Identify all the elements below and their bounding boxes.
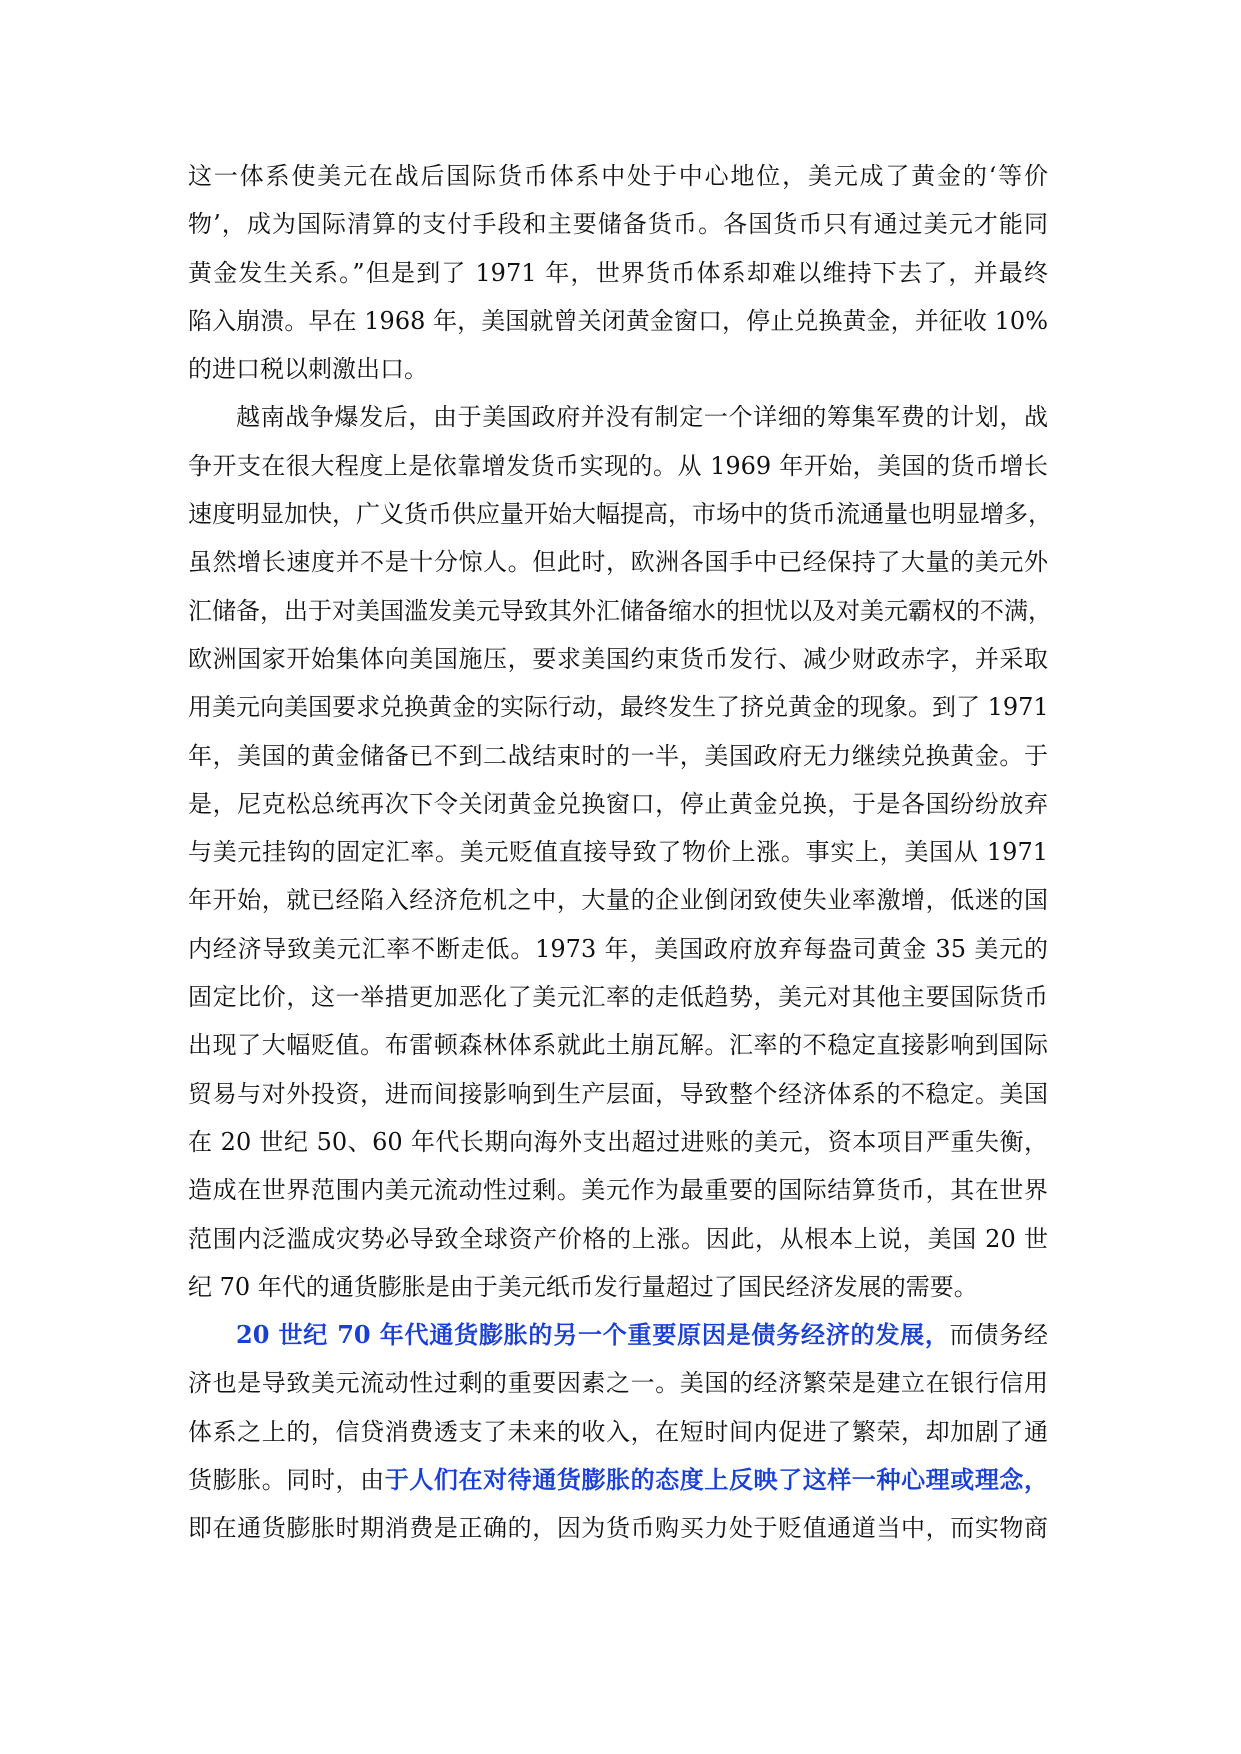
text-line [188, 442, 1048, 490]
line-text: 陷入崩溃。早在 1968 年，美国就曾关闭黄金窗口，停止兑换黄金，并征收 10% [188, 306, 1048, 335]
text-line [188, 732, 1048, 780]
text-line [188, 1166, 1048, 1214]
line-text: 年，美国的黄金储备已不到二战结束时的一半，美国政府无力继续兑换黄金。于 [188, 741, 1048, 770]
line-text: 贸易与对外投资，进而间接影响到生产层面，导致整个经济体系的不稳定。美国 [188, 1079, 1048, 1108]
text-line [188, 152, 1048, 200]
text-line [188, 635, 1048, 683]
text-line [188, 490, 1052, 538]
highlighted-text: 于人们在对待通货膨胀的态度上反映了这样一种心理或理念， [384, 1465, 1049, 1495]
line-text: 固定比价，这一举措更加恶化了美元汇率的走低趋势，美元对其他主要国际货币 [188, 983, 1048, 1012]
text-line [188, 1359, 1048, 1407]
text-line [188, 828, 1048, 876]
text-line [188, 249, 1048, 297]
highlighted-text: 20 世纪 70 年代通货膨胀的另一个重要原因是债务经济的发展， [236, 1320, 950, 1350]
body-text [188, 152, 1052, 1553]
line-text: 欧洲国家开始集体向美国施压，要求美国约束货币发行、减少财政赤字，并采取 [188, 644, 1048, 673]
line-text: 用美元向美国要求兑换黄金的实际行动，最终发生了挤兑黄金的现象。到了 1971 [188, 693, 1049, 722]
line-text: 争开支在很大程度上是依靠增发货币实现的。从 1969 年开始，美国的货币增长 [188, 451, 1048, 480]
paragraph-first-line [188, 1311, 1048, 1359]
text-line [188, 780, 1048, 828]
line-text: 与美元挂钩的固定汇率。美元贬值直接导致了物价上涨。事实上，美国从 1971 [188, 838, 1048, 867]
text-line [188, 1070, 1048, 1118]
paragraph-first-line [188, 393, 1048, 441]
line-text: 而债务经 [949, 1321, 1048, 1350]
line-text: 内经济导致美元汇率不断走低。1973 年，美国政府放弃每盎司黄金 35 美元的 [188, 934, 1048, 963]
line-text: 出现了大幅贬值。布雷顿森林体系就此土崩瓦解。汇率的不稳定直接影响到国际 [188, 1031, 1048, 1060]
line-text: 虽然增长速度并不是十分惊人。但此时，欧洲各国手中已经保持了大量的美元外 [188, 548, 1048, 577]
line-text: 这一体系使美元在战后国际货币体系中处于中心地位，美元成了黄金的‘等价 [188, 162, 1048, 190]
line-text: 速度明显加快，广义货币供应量开始大幅提高，市场中的货币流通量也明显增多， [188, 500, 1052, 529]
text-line [188, 1021, 1048, 1069]
text-line [188, 925, 1048, 973]
text-line [188, 876, 1048, 924]
line-text: 越南战争爆发后，由于美国政府并没有制定一个详细的筹集军费的计划，战 [236, 403, 1048, 432]
line-text: 物’，成为国际清算的支付手段和主要储备货币。各国货币只有通过美元才能同 [188, 210, 1048, 239]
line-text: 货膨胀。同时，由 [188, 1466, 385, 1495]
line-text: 济也是导致美元流动性过剩的重要因素之一。美国的经济繁荣是建立在银行信用 [188, 1369, 1048, 1398]
text-line [188, 1118, 1048, 1166]
line-text: 纪 70 年代的通货膨胀是由于美元纸币发行量超过了国民经济发展的需要。 [188, 1272, 978, 1301]
line-text: 在 20 世纪 50、60 年代长期向海外支出超过进账的美元，资本项目严重失衡， [188, 1127, 1048, 1156]
line-text: 即在通货膨胀时期消费是正确的，因为货币购买力处于贬值通道当中，而实物商 [188, 1514, 1048, 1543]
text-line [188, 297, 1048, 345]
text-line [188, 1504, 1048, 1552]
line-text: 造成在世界范围内美元流动性过剩。美元作为最重要的国际结算货币，其在世界 [188, 1176, 1048, 1205]
text-line [188, 200, 1048, 248]
text-line [188, 973, 1048, 1021]
line-text: 黄金发生关系。”但是到了 1971 年，世界货币体系却难以维持下去了，并最终 [188, 258, 1048, 287]
text-line [188, 345, 1048, 393]
line-text: 汇储备，出于对美国滥发美元导致其外汇储备缩水的担忧以及对美元霸权的不满， [188, 596, 1052, 625]
line-text: 的进口税以刺激出口。 [188, 355, 428, 384]
text-line [188, 1408, 1048, 1456]
text-line [188, 1263, 1048, 1311]
text-line [188, 683, 1048, 731]
line-text: 年开始，就已经陷入经济危机之中，大量的企业倒闭致使失业率激增，低迷的国 [188, 886, 1048, 915]
text-line [188, 1456, 1048, 1504]
text-line [188, 538, 1048, 586]
text-line [188, 1215, 1048, 1263]
line-text: 体系之上的，信贷消费透支了未来的收入，在短时间内促进了繁荣，却加剧了通 [188, 1417, 1048, 1446]
text-line [188, 587, 1052, 635]
line-text: 范围内泛滥成灾势必导致全球资产价格的上涨。因此，从根本上说，美国 20 世 [188, 1224, 1048, 1253]
line-text: 是，尼克松总统再次下令关闭黄金兑换窗口，停止黄金兑换，于是各国纷纷放弃 [188, 789, 1048, 818]
